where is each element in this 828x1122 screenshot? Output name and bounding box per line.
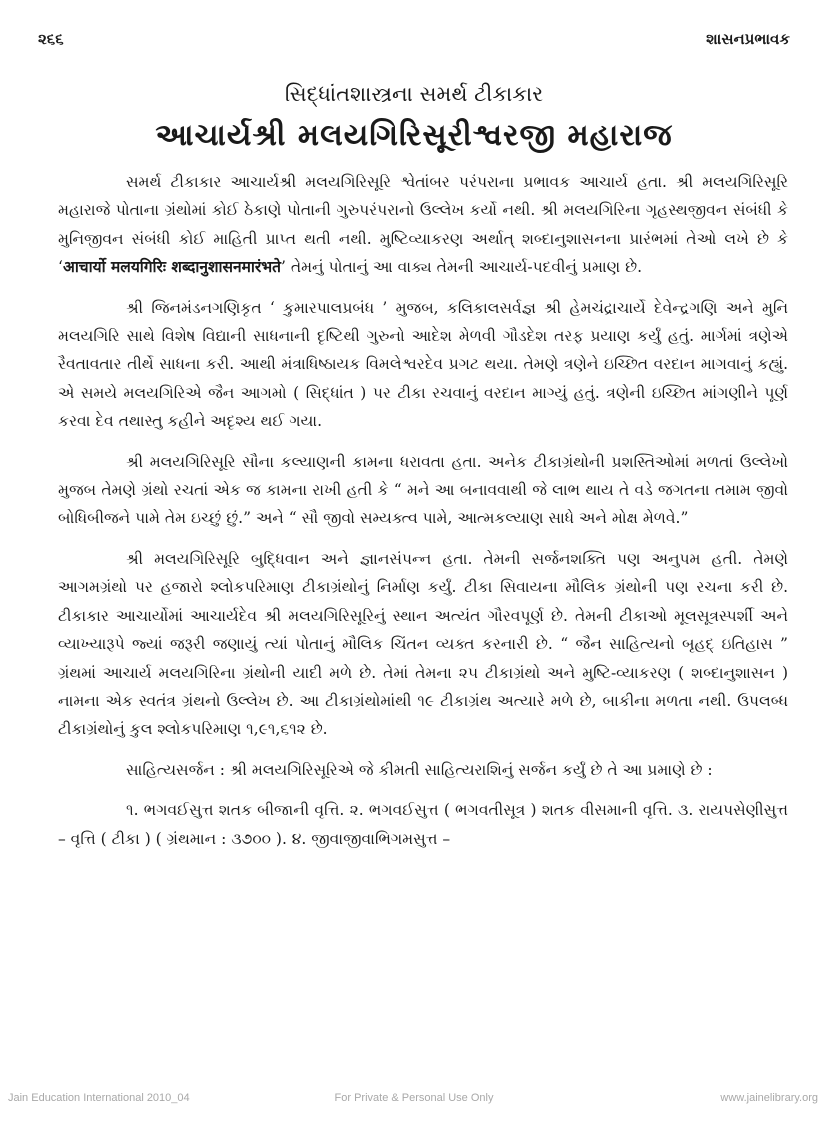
paragraph-text: ’ તેમનું પોતાનું આ વાક્ય તેમની આચાર્ય-પદવીનું પ્રમાણ છે. [280,258,643,277]
paragraph-works: શ્રી મલયગિરિસૂરિ બુદ્ધિવાન અને જ્ઞાનસંપન્ન હતા. તેમની સર્જનશક્તિ પણ અનુપમ હતી. તેમણે આગમગ્રંથો પર હજારો શ્લોકપરિમાણ ટીકાગ્રંથોનું નિર્માણ કર્યું. ટીકા સિવાયના મૌલિક ગ્રંથોની પણ રચના કરી છે. ટીકાકાર આચાર્યોમાં આચાર્યદેવ શ્રી મલયગિરિસૂરિનું સ્થાન અત્યંત ગૌરવપૂર્ણ છે. તેમની ટીકાઓ મૂલસૂત્રસ્પર્શી અને વ્યાખ્યારૂપે જ્યાં જરૂરી જણાયું ત્યાં પોતાનું મૌલિક ચિંતન વ્યક્ત કરનારી છે. “ જૈન સાહિત્યનો બૃહદ્ ઇતિહાસ ” ગ્રંથમાં આચાર્ય મલયગિરિના ગ્રંથોની યાદી મળે છે. તેમાં તેમના ૨૫ ટીકાગ્રંથો અને મુષ્ટિ-વ્યાકરણ ( શબ્દાનુશાસન ) નામના એક સ્વતંત્ર ગ્રંથનો ઉલ્લેખ છે. આ ટીકાગ્રંથોમાંથી ૧૯ ટીકાગ્રંથ અત્યારે મળે છે, બાકીના મળતા નથી. ઉપલબ્ધ ટીકાગ્રંથોનું કુલ શ્લોકપરિમાણ ૧,૯૧,૬૧૨ છે. [58,549,788,739]
footer [0,1092,828,1112]
footer-usage-note: For Private & Personal Use Only [334,1092,494,1104]
footer-publisher: Jain Education International 2010_04 [8,1092,190,1104]
paragraph-wishes: શ્રી મલયગિરિસૂરિ સૌના કલ્યાણની કામના ધરાવતા હતા. અનેક ટીકાગ્રંથોની પ્રશસ્તિઓમાં મળતાં ઉલ્લેખો મુજબ તેમણે ગ્રંથો રચતાં એક જ કામના રાખી હતી કે “ મને આ બનાવવાથી જે લાભ થાય તે વડે જગતના તમામ જીવો બોધિબીજને પામે તેમ ઇચ્છું છું.” અને “ સૌ જીવો સમ્યક્ત્વ પામે, આત્મકલ્યાણ સાધે અને મોક્ષ મેળવે.” [58,452,788,528]
article-title: આચાર્યશ્રી મલયગિરિસૂરીશ્વરજી મહારાજ [155,118,673,153]
page-number: ૨૬૬ [38,30,64,48]
article-subtitle: સિદ્ધાંતશાસ્ત્રના સમર્થ ટીકાકાર [284,82,544,106]
paragraph-intro [58,168,788,282]
paragraph-works-list: ૧. ભગવઈસુત્ત શતક બીજાની વૃત્તિ. ૨. ભગવઈસુત્ત ( ભગવતીસૂત્ર ) શતક વીસમાની વૃત્તિ. ૩. રાયપસેણીસુત્ત – વૃત્તિ ( ટીકા ) ( ગ્રંથમાન : ૩૭૦૦ ). ૪. જીવાજીવાભિગમસુત્ત – [58,801,788,848]
running-head: શાસનપ્રભાવક [706,30,790,48]
footer-website-link[interactable]: www.jainelibrary.org [720,1092,818,1104]
paragraph-text: સમર્થ ટીકાકાર આચાર્યશ્રી મલયગિરિસૂરિ શ્વેતાંબર પરંપરાના પ્રભાવક આચાર્ય હતા. શ્રી મલયગિરિસૂરિ મહારાજે પોતાના ગ્રંથોમાં કોઈ ઠેકાણે પોતાની ગુરુપરંપરાનો ઉલ્લેખ કર્યો નથી. શ્રી મલયગિરિના ગૃહસ્થજીવન સંબંધી કે મુનિજીવન સંબંધી કોઈ માહિતી પ્રાપ્ત થતી નથી. મુષ્ટિવ્યાકરણ અર્થાત્ શબ્દાનુશાસનના પ્રારંભમાં તેઓ લખે છે કે ‘ [58,173,788,277]
paragraph-literature-heading: સાહિત્યસર્જન : શ્રી મલયગિરિસૂરિએ જે કીમતી સાહિત્યરાશિનું સર્જન કર્યું છે તે આ પ્રમાણે છે : [126,760,713,779]
sanskrit-quote: आचार्यो मलयगिरिः शब्दानुशासनमारंभते [62,257,281,277]
article-body [58,168,788,865]
paragraph-kumarapala: શ્રી જિનમંડનગણિકૃત ‘ કુમારપાલપ્રબંધ ’ મુજબ, કલિકાલસર્વજ્ઞ શ્રી હેમચંદ્રાચાર્યે દેવેન્દ્રગણિ અને મુનિ મલયગિરિ સાથે વિશેષ વિદ્યાની સાધનાની દૃષ્ટિથી ગુરુનો આદેશ મેળવી ગૌડદેશ તરફ પ્રયાણ કર્યું હતું. માર્ગમાં ત્રણેએ રૈવતાવતાર તીર્થે સાધના કરી. આથી મંત્રાધિષ્ઠાયક વિમલેશ્વરદેવ પ્રગટ થયા. તેમણે ત્રણેને ઇચ્છિત વરદાન માગવાનું કહ્યું. એ સમયે મલયગિરિએ જૈન આગમો ( સિદ્ધાંત ) પર ટીકા રચવાનું વરદાન માગ્યું હતું. ત્રણેની ઇચ્છિત માંગણીને પૂર્ણ કરવા દેવ તથાસ્તુ કહીને અદૃશ્ય થઈ ગયા. [58,298,788,431]
